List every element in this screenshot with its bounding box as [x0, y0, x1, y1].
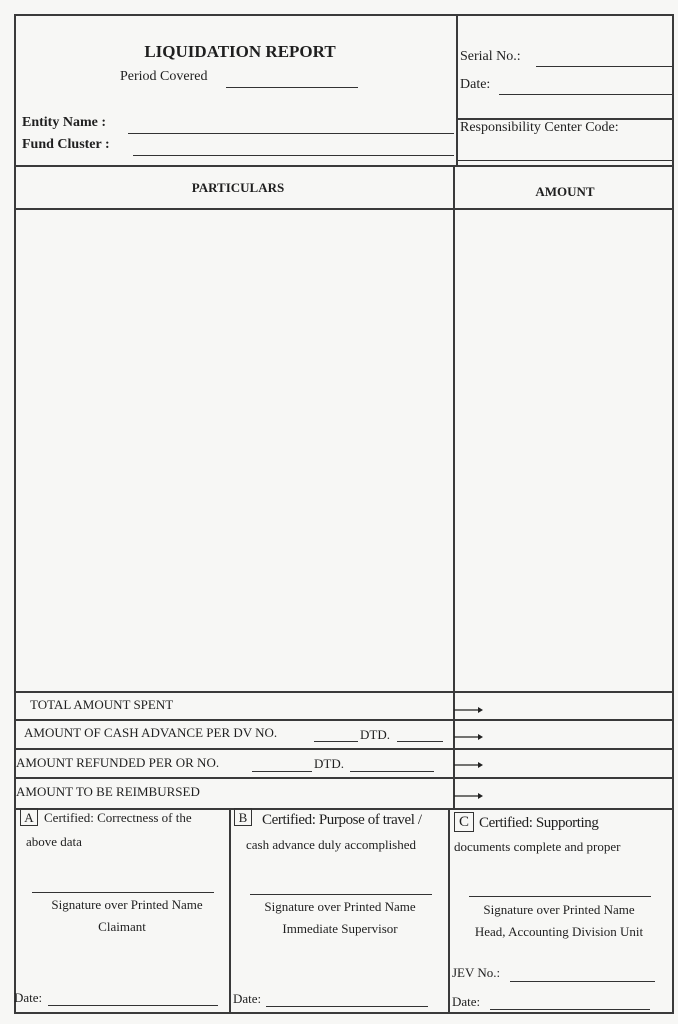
cash-advance-label: AMOUNT OF CASH ADVANCE PER DV NO. [24, 725, 278, 740]
totals-rule-1 [14, 691, 674, 693]
totals-rule-2 [14, 719, 674, 721]
form-frame [14, 14, 674, 1014]
cert-b-signature-caption: Signature over Printed Name [264, 899, 416, 914]
cert-a-signature-line[interactable] [32, 892, 214, 893]
cert-a-date-label: Date: [14, 990, 43, 1005]
refund-dtd-field[interactable] [350, 771, 434, 772]
refund-or-field[interactable] [252, 771, 312, 772]
cert-a-role: Claimant [98, 919, 146, 934]
cert-a-line2: above data [26, 834, 82, 849]
cert-a-date-field[interactable] [48, 1005, 218, 1006]
fund-cluster-field[interactable] [133, 155, 454, 156]
entity-name-label: Entity Name : [22, 115, 106, 130]
cert-a-line1: Certified: Correctness of the [44, 810, 192, 825]
totals-rule-4 [14, 777, 674, 779]
arrow-right-icon [454, 761, 484, 769]
cert-c-signature-caption: Signature over Printed Name [483, 902, 635, 917]
arrow-right-icon [454, 733, 484, 741]
cert-b-signature-line[interactable] [250, 894, 432, 895]
arrow-right-icon [454, 706, 484, 714]
header-date-label: Date: [460, 77, 491, 92]
cert-c-date-field[interactable] [490, 1009, 650, 1010]
cert-c-signature-line[interactable] [469, 896, 651, 897]
cert-b-role: Immediate Supervisor [282, 921, 398, 936]
cert-divider-ab [229, 808, 231, 1014]
cert-b-line2: cash advance duly accomplished [246, 837, 417, 852]
particulars-header: PARTICULARS [191, 180, 285, 195]
amount-reimbursed-label: AMOUNT TO BE REIMBURSED [16, 784, 200, 799]
serial-no-field[interactable] [536, 66, 672, 67]
header-bottom-rule [14, 165, 674, 167]
amount-refunded-label: AMOUNT REFUNDED PER OR NO. [16, 755, 220, 770]
cert-b-date-label: Date: [233, 991, 262, 1006]
amount-header: AMOUNT [535, 184, 595, 199]
period-covered-field[interactable] [226, 87, 358, 88]
cert-c-jev-label: JEV No.: [452, 965, 501, 980]
header-date-field[interactable] [499, 94, 672, 95]
period-covered-label: Period Covered [120, 69, 208, 84]
cert-c-line2: documents complete and proper [454, 839, 621, 854]
totals-rule-3 [14, 748, 674, 750]
cert-c-letter-box: C [454, 812, 474, 832]
refund-dtd-label: DTD. [314, 756, 344, 771]
fund-cluster-label: Fund Cluster : [22, 137, 110, 152]
column-header-rule [14, 208, 674, 210]
cert-c-date-label: Date: [452, 994, 481, 1009]
cash-advance-dtd-field[interactable] [397, 741, 443, 742]
cert-b-date-field[interactable] [266, 1006, 428, 1007]
cert-c-role: Head, Accounting Division Unit [474, 924, 644, 939]
report-title: LIQUIDATION REPORT [144, 42, 336, 61]
cert-c-jev-field[interactable] [510, 981, 655, 982]
cert-a-letter-box: A [20, 808, 38, 826]
header-divider [456, 15, 458, 165]
cert-b-line1: Certified: Purpose of travel / [262, 812, 422, 828]
responsibility-center-field[interactable] [458, 160, 672, 161]
cert-c-line1: Certified: Supporting [479, 815, 599, 831]
total-amount-spent-label: TOTAL AMOUNT SPENT [30, 697, 174, 712]
cert-b-letter-box: B [234, 808, 252, 826]
entity-name-field[interactable] [128, 133, 454, 134]
cert-a-signature-caption: Signature over Printed Name [51, 897, 203, 912]
cash-advance-dtd-label: DTD. [360, 727, 390, 742]
serial-no-label: Serial No.: [460, 49, 521, 64]
arrow-right-icon [454, 792, 484, 800]
responsibility-center-label: Responsibility Center Code: [460, 120, 619, 135]
cash-advance-dv-field[interactable] [314, 741, 358, 742]
cert-divider-bc [448, 808, 450, 1014]
